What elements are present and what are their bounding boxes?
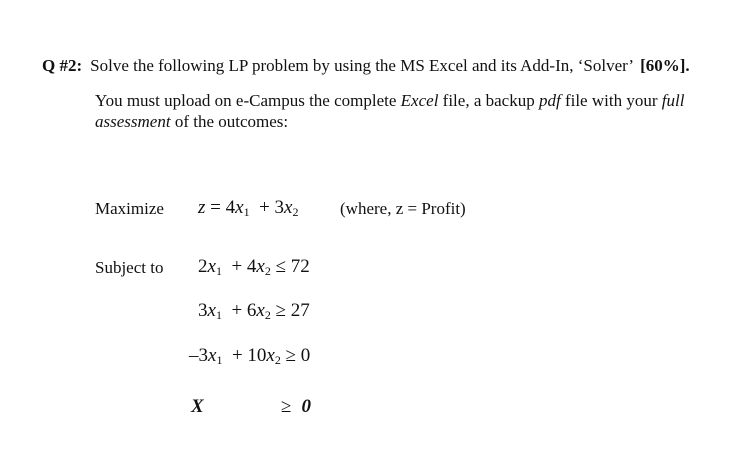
full-term: full (661, 91, 685, 110)
constraint-2: $3x_1 + 6x_2 \ge 27$ (198, 300, 310, 322)
question-heading (42, 56, 690, 76)
instructions-line-2: assessment of the outcomes: (95, 112, 289, 131)
pdf-term: pdf (538, 91, 561, 110)
question-weight: [60%]. (640, 56, 690, 75)
maximize-label: Maximize (95, 199, 164, 218)
nonnegativity-variable: X (191, 396, 204, 417)
subject-to-label: Subject to (95, 258, 164, 277)
objective-note: (where, z = Profit) (340, 199, 466, 218)
assessment-term: assessment (95, 112, 171, 131)
question-text: Solve the following LP problem by using the MS Excel and its Add-In, ‘Solver’ (90, 56, 635, 75)
nonnegativity-constraint: ≥ 0 (281, 396, 311, 417)
constraint-3: $-3x_1 + 10x_2 \ge 0$ (189, 345, 311, 367)
instructions-line-1: You must upload on e-Campus the complete Excel file, a backup pdf file with your full (95, 91, 685, 110)
constraint-1: $2x_1 + 4x_2 \le 72$ (198, 256, 310, 278)
objective-function: $z = 4x_1 + 3x_2$ (198, 197, 299, 219)
question-number: Q #2: (42, 56, 83, 75)
excel-term: Excel (400, 91, 439, 110)
